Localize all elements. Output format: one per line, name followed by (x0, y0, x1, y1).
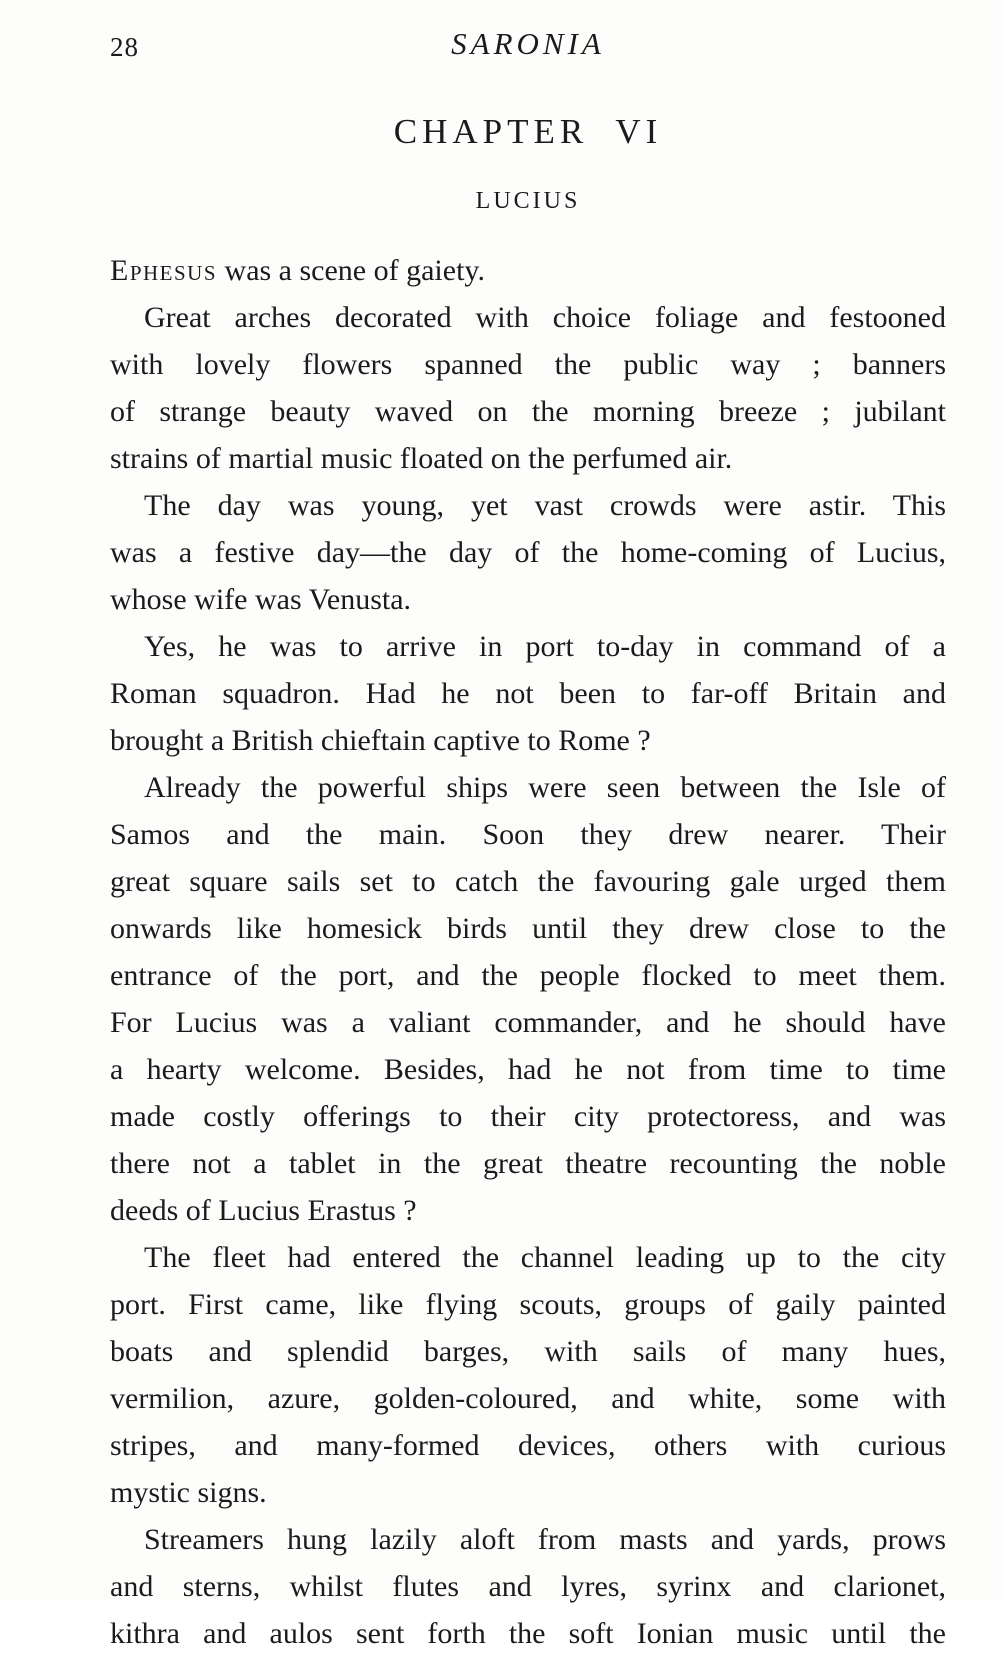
text-line: deeds of Lucius Erastus ? (110, 1194, 417, 1227)
paragraph (110, 764, 946, 1234)
paragraph (110, 1234, 946, 1516)
text-line: was a festive day—the day of the home-coming of Lucius, (110, 536, 946, 569)
text-line: Great arches decorated with choice foliage and festooned (144, 301, 946, 334)
text-line: made costly offerings to their city protectoress, and was (110, 1100, 946, 1133)
small-caps-lead: Ephesus (110, 254, 218, 287)
text-line: The fleet had entered the channel leading up to the city (144, 1241, 946, 1274)
text-line: mystic signs. (110, 1476, 267, 1509)
text-line: great square sails set to catch the favouring gale urged them (110, 865, 946, 898)
text-line: Ephesus was a scene of gaiety. (110, 254, 485, 287)
text-line: strains of martial music floated on the perfumed air. (110, 442, 733, 475)
paragraph (110, 1516, 946, 1657)
text-line: Roman squadron. Had he not been to far-off Britain and (110, 677, 946, 710)
text-line: boats and splendid barges, with sails of many hues, (110, 1335, 946, 1368)
page-header (110, 26, 946, 70)
chapter-subtitle: LUCIUS (475, 188, 581, 214)
body-text (110, 247, 946, 1657)
paragraph (110, 623, 946, 764)
paragraph (110, 247, 946, 294)
page-number: 28 (110, 32, 139, 62)
text-line: and sterns, whilst flutes and lyres, syrinx and clarionet, (110, 1570, 946, 1603)
text-line: with lovely flowers spanned the public way ; banners (110, 348, 946, 381)
text-line: Already the powerful ships were seen between the Isle of (144, 771, 946, 804)
running-title: SARONIA (451, 26, 605, 61)
text-line: The day was young, yet vast crowds were astir. This (144, 489, 946, 522)
text-line: a hearty welcome. Besides, had he not from time to time (110, 1053, 946, 1086)
text-line: of strange beauty waved on the morning breeze ; jubilant (110, 395, 946, 428)
text-line: Yes, he was to arrive in port to-day in command of a (144, 630, 946, 663)
text-line: whose wife was Venusta. (110, 583, 412, 616)
text-line: vermilion, azure, golden-coloured, and white, some with (110, 1382, 946, 1415)
paragraph (110, 294, 946, 482)
text-line: Samos and the main. Soon they drew nearer. Their (110, 818, 946, 851)
text-line: Streamers hung lazily aloft from masts and yards, prows (144, 1523, 946, 1556)
text-line: onwards like homesick birds until they drew close to the (110, 912, 946, 945)
text-line: there not a tablet in the great theatre recounting the noble (110, 1147, 946, 1180)
text-line: stripes, and many-formed devices, others with curious (110, 1429, 946, 1462)
paragraph (110, 482, 946, 623)
text-line: entrance of the port, and the people flocked to meet them. (110, 959, 946, 992)
chapter-heading: CHAPTER VI (393, 112, 663, 151)
text-line: For Lucius was a valiant commander, and he should have (110, 1006, 946, 1039)
text-line: kithra and aulos sent forth the soft Ionian music until the (110, 1617, 946, 1650)
text-line: port. First came, like flying scouts, groups of gaily painted (110, 1288, 946, 1321)
text-line: brought a British chieftain captive to Rome ? (110, 724, 651, 757)
